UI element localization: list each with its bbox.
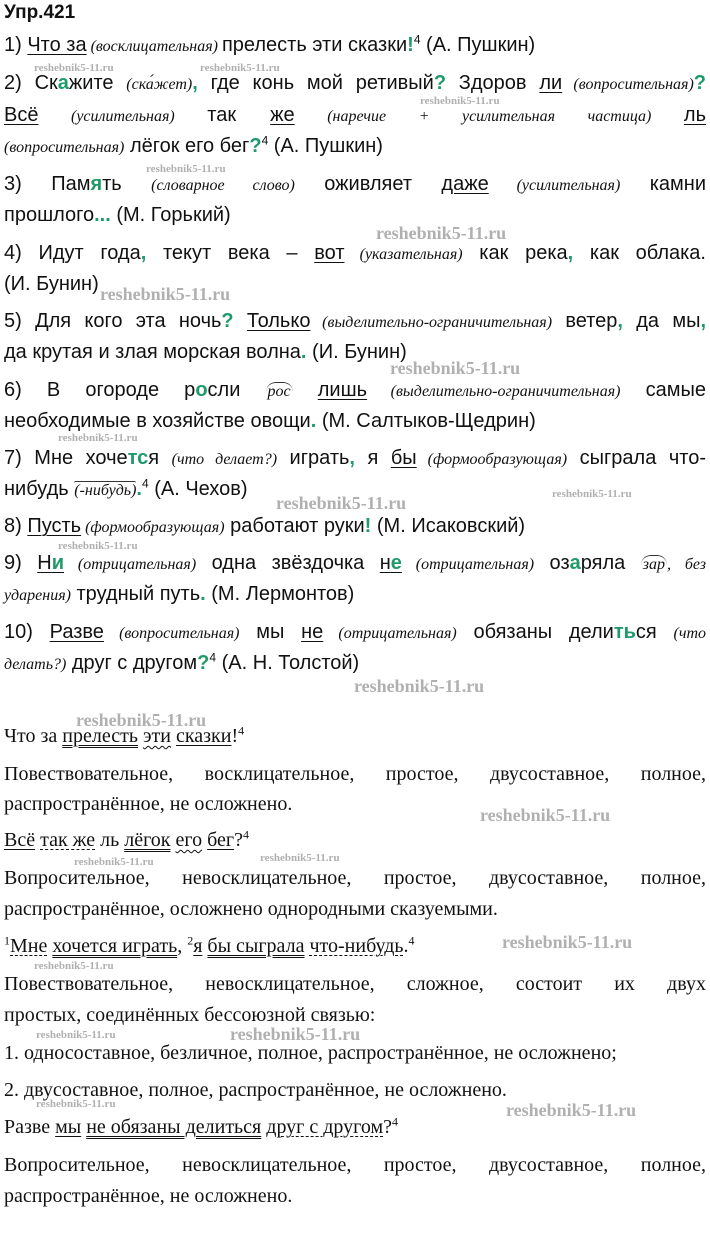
analysis-4-sentence: Разве мы не обязаны делиться друг с другом?$^4$ bbox=[4, 1114, 399, 1138]
predicate: бы сыграла bbox=[207, 935, 305, 957]
analysis-3-desc-1: Повествовательное, невосклицательное, сложное, состоит их двух bbox=[4, 973, 706, 995]
particle: Что за bbox=[27, 34, 87, 56]
analysis-2-sentence: Всё так же ль лёгок его бег?$^4$ bbox=[4, 827, 249, 851]
watermark: reshebnik5-11.ru bbox=[276, 493, 407, 513]
sentence-10-line-2: делать?) друг с другом?$^4$ (А. Н. Толстой) bbox=[4, 650, 360, 674]
predicate: не обязаны делиться bbox=[86, 1116, 262, 1138]
exercise-title: Упр.421 bbox=[4, 2, 76, 23]
particle: ль bbox=[683, 104, 706, 126]
watermark: reshebnik5-11.ru bbox=[420, 95, 500, 107]
sentence-2-line-3: (вопросительная) лёгок его бег?$^4$ (А. Пушкин) bbox=[4, 133, 383, 157]
subject: Всё bbox=[4, 829, 36, 851]
particle: не bbox=[301, 621, 324, 643]
sentence-5-line-2: да крутая и злая морская волна. (И. Бунин) bbox=[4, 341, 407, 363]
object: Мне bbox=[10, 935, 48, 957]
analysis-4-desc-2: распространённое, не осложнено. bbox=[4, 1185, 293, 1207]
root-mark: рос bbox=[267, 383, 291, 400]
watermark: reshebnik5-11.ru bbox=[34, 62, 114, 74]
analysis-2-desc-2: распространённое, осложнено однородными сказуемыми. bbox=[4, 898, 498, 920]
analysis-3-desc-4: 2. двусоставное, полное, распространённое, не осложнено. bbox=[4, 1079, 507, 1101]
sentence-10-line-1: 10) Разве (вопросительная) мы не (отрицательная) обязаны делиться (что bbox=[4, 621, 706, 643]
watermark: reshebnik5-11.ru bbox=[146, 163, 226, 175]
sentence-9-line-2: ударения) трудный путь. (М. Лермонтов) bbox=[4, 583, 355, 605]
sentence-3-line-2: прошлого... (М. Горький) bbox=[4, 204, 231, 226]
sentence-4-line-1: 4) Идут года, текут века – вот (указательная) как река, как облака. bbox=[4, 242, 706, 264]
predicate: лёгок bbox=[124, 829, 171, 851]
watermark: reshebnik5-11.ru bbox=[506, 1100, 637, 1120]
watermark: reshebnik5-11.ru bbox=[36, 1098, 116, 1110]
watermark: reshebnik5-11.ru bbox=[36, 1029, 116, 1041]
analysis-4-desc-1: Вопросительное, невосклицательное, простое, двусоставное, полное, bbox=[4, 1154, 706, 1176]
sentence-9-line-1: 9) Ни (отрицательная) одна звёздочка не (отрицательная) озаряла зар , без bbox=[4, 552, 707, 574]
watermark: reshebnik5-11.ru bbox=[502, 932, 633, 952]
particle: лишь bbox=[317, 379, 368, 401]
predicate: хочется играть bbox=[52, 935, 178, 957]
particle: вот bbox=[314, 242, 345, 264]
watermark: reshebnik5-11.ru bbox=[100, 284, 231, 304]
watermark: reshebnik5-11.ru bbox=[74, 856, 154, 868]
watermark: reshebnik5-11.ru bbox=[58, 432, 138, 444]
analysis-1-desc-1: Повествовательное, восклицательное, простое, двусоставное, полное, bbox=[4, 763, 706, 785]
particle: Только bbox=[246, 310, 311, 332]
subject: я bbox=[193, 935, 203, 957]
watermark: reshebnik5-11.ru bbox=[376, 223, 507, 243]
sentence-1: 1) Что за (восклицательная) прелесть эти сказки!$^4$ (А. Пушкин) bbox=[4, 32, 536, 56]
analysis-3-desc-2: простых, соединённых бессоюзной связью: bbox=[4, 1004, 376, 1026]
note: (восклицательная) bbox=[86, 38, 222, 55]
watermark: reshebnik5-11.ru bbox=[390, 358, 521, 378]
watermark: reshebnik5-11.ru bbox=[552, 488, 632, 500]
attribute: его bbox=[175, 829, 203, 851]
particle: ли bbox=[539, 72, 563, 94]
sentence-7-line-2: нибудь (-нибудь).$^4$ (А. Чехов) bbox=[4, 476, 248, 500]
suffix-mark: (-нибудь) bbox=[74, 482, 137, 499]
sentence-2-line-1: 2) Скажите (ска́жет), где конь мой ретивый? Здоров ли (вопросительная)? bbox=[4, 72, 707, 94]
watermark: reshebnik5-11.ru bbox=[480, 805, 611, 825]
analysis-3-sentence: $^1$Мне хочется играть, $^2$я бы сыграла что-нибудь.$^4$ bbox=[4, 933, 415, 957]
sentence-5-line-1: 5) Для кого эта ночь? Только (выделительно-ограничительная) ветер, да мы, bbox=[4, 310, 707, 332]
analysis-2-desc-1: Вопросительное, невосклицательное, простое, двусоставное, полное, bbox=[4, 867, 706, 889]
particle: Разве bbox=[49, 621, 104, 643]
sentence-2-line-2: Всё (усилительная) так же (наречие + усилительная частица) ль bbox=[4, 104, 706, 126]
subject: сказки bbox=[175, 725, 232, 747]
watermark: reshebnik5-11.ru bbox=[200, 62, 280, 74]
particle: же bbox=[270, 104, 295, 126]
sentence-4-line-2: (И. Бунин) bbox=[4, 273, 99, 295]
analysis-3-desc-3: 1. односоставное, безличное, полное, распространённое, не осложнено; bbox=[4, 1042, 617, 1064]
object: друг с другом bbox=[266, 1116, 384, 1138]
particle: Всё bbox=[4, 104, 39, 126]
watermark: reshebnik5-11.ru bbox=[34, 960, 114, 972]
attribute: эти bbox=[142, 725, 171, 747]
particle: Ни bbox=[37, 552, 64, 574]
watermark: reshebnik5-11.ru bbox=[260, 852, 340, 864]
watermark: reshebnik5-11.ru bbox=[230, 1024, 361, 1044]
watermark: reshebnik5-11.ru bbox=[76, 710, 207, 730]
subject: бег bbox=[207, 829, 235, 851]
sentence-8: 8) Пусть (формообразующая) работают руки! (М. Исаковский) bbox=[4, 515, 526, 537]
particle: бы bbox=[390, 447, 417, 469]
root-mark: зар bbox=[642, 556, 665, 573]
particle: Пусть bbox=[27, 515, 82, 537]
watermark: reshebnik5-11.ru bbox=[58, 540, 138, 552]
particle: не bbox=[379, 552, 402, 574]
sentence-3-line-1: 3) Память (словарное слово) оживляет даже (усилительная) камни bbox=[4, 173, 707, 195]
adverbial: так же bbox=[40, 829, 96, 851]
watermark: reshebnik5-11.ru bbox=[354, 676, 485, 696]
sentence-6-line-2: необходимые в хозяйстве овощи. (М. Салтыков-Щедрин) bbox=[4, 410, 536, 432]
sentence-6-line-1: 6) В огороде росли рос лишь (выделительно-ограничительная) самые bbox=[4, 379, 706, 401]
analysis-1-sentence: Что за прелесть эти сказки!$^4$ bbox=[4, 723, 245, 747]
subject: мы bbox=[55, 1116, 82, 1138]
object: что-нибудь bbox=[309, 935, 404, 957]
predicate: прелесть bbox=[62, 725, 138, 747]
particle: даже bbox=[441, 173, 489, 195]
analysis-1-desc-2: распространённое, не осложнено. bbox=[4, 793, 293, 815]
sentence-7-line-1: 7) Мне хочется (что делает?) играть, я бы (формообразующая) сыграла что- bbox=[4, 447, 706, 469]
